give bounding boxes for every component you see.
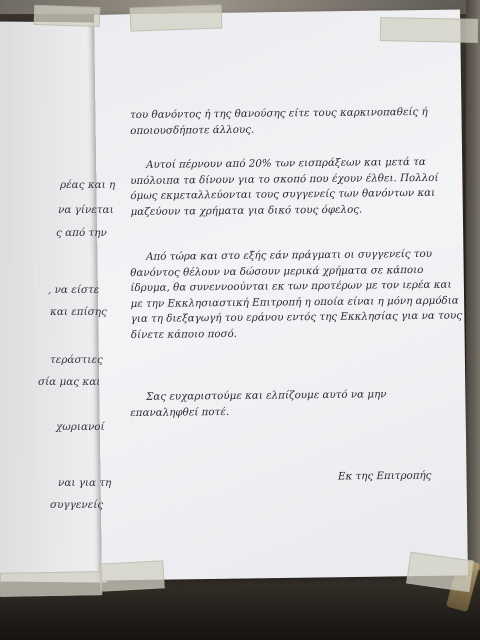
door-frame-right: [466, 0, 480, 640]
left-sheet-line: χωριανοί: [56, 421, 105, 433]
left-sheet-line: ς από την: [56, 227, 107, 239]
notice-line: οποιουσδήποτε άλλους.: [130, 123, 255, 137]
notice-paragraph-4: [130, 387, 435, 421]
tape-strip: [34, 5, 101, 27]
notice-signature: Εκ της Επιτροπής: [337, 469, 432, 483]
left-sheet-line: συγγενείς: [50, 499, 104, 511]
left-sheet-line: και επίσης: [50, 306, 107, 318]
left-sheet-line: τεράστιες: [50, 354, 103, 366]
tape-strip: [130, 4, 223, 31]
left-sheet-line: να γίνεται: [58, 204, 114, 216]
left-sheet-line: , να είστε: [48, 284, 100, 296]
left-sheet-line: σία μας και: [38, 376, 101, 388]
notice-paragraph-3: [130, 247, 463, 344]
notice-line: Σας ευχαριστούμε και ελπίζουμε αυτό να μην: [146, 388, 387, 403]
notice-line: υπόλοιπα τα δίνουν για το σκοπό που έχουν έλθει. Πολλοί: [130, 171, 439, 187]
notice-line: Από τώρα και στο εξής εάν πράγματι οι συγγενείς του: [146, 247, 433, 263]
notice-line: θανόντος θέλουν να δώσουν μερικά χρήματα σε κάποιο: [130, 263, 424, 279]
notice-paragraph-2: [130, 155, 439, 221]
notice-line: δίνετε κάποιο ποσό.: [130, 327, 238, 341]
notice-line: για τη διεξαγωγή του εράνου εντός της Εκκλησίας για να τους: [130, 309, 463, 326]
notice-paragraph-1: [130, 105, 435, 139]
notice-line: μαζεύουν τα χρήματα για δικό τους όφελος.: [130, 203, 363, 218]
tape-strip: [0, 571, 102, 597]
notice-line: όμως εκμεταλλεύονται τους συγγενείς των θανόντων και: [130, 186, 436, 203]
notice-line: Αυτοί πέρνουν από 20% των εισπράξεων και μετά τα: [146, 155, 426, 171]
tape-strip: [99, 560, 164, 591]
left-sheet-line: ρέας και η: [60, 179, 116, 191]
tape-strip: [380, 17, 478, 43]
notice-line: επαναληφθεί ποτέ.: [130, 405, 230, 419]
notice-line: ίδρυμα, θα συνεννοούνται εκ των προτέρων με τον ιερέα και: [130, 278, 452, 295]
notice-line: του θανόντος ή της θανούσης είτε τους καρκινοπαθείς ή: [130, 105, 428, 121]
notice-line: με την Εκκλησιαστική Επιτροπή η οποία είναι η μόνη αρμόδια: [130, 294, 459, 310]
left-sheet-line: ναι για τη: [58, 477, 112, 489]
